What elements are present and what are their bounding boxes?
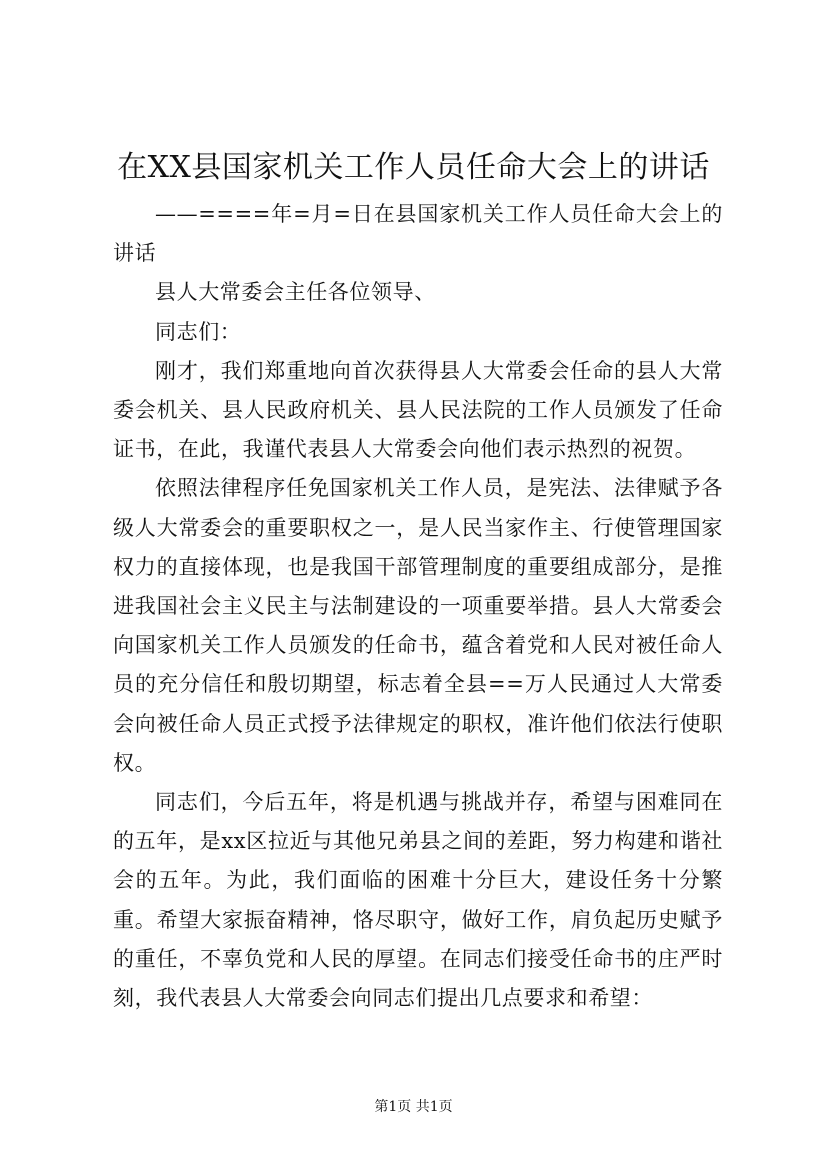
subtitle-paragraph: ——====年=月=日在县国家机关工作人员任命大会上的讲话 bbox=[113, 202, 723, 266]
page-total: 共1页 bbox=[415, 1099, 453, 1115]
page-number: 第1页 bbox=[374, 1099, 412, 1115]
salutation-leaders: 县人大常委会主任各位领导、 bbox=[155, 280, 436, 305]
document-body bbox=[113, 195, 723, 1018]
document-title: 在XX县国家机关工作人员任命大会上的讲话 bbox=[117, 150, 710, 185]
salutation-comrades: 同志们： bbox=[155, 319, 242, 344]
body-paragraph: 同志们，今后五年，将是机遇与挑战并存，希望与困难同在的五年，是xx区拉近与其他兄弟县之间的差距，努力构建和谐社会的五年。为此，我们面临的困难十分巨大，建设任务十分繁重。希望大家振奋精神，恪尽职守，做好工作，肩负起历史赋予的重任，不辜负党和人民的厚望。在同志们接受任命书的庄严时刻，我代表县人大常委会向同志们提出几点要求和希望： bbox=[113, 790, 723, 1011]
body-paragraph: 刚才，我们郑重地向首次获得县人大常委会任命的县人大常委会机关、县人民政府机关、县人民法院的工作人员颁发了任命证书，在此，我谨代表县人大常委会向他们表示热烈的祝贺。 bbox=[113, 358, 723, 462]
body-paragraph: 依照法律程序任免国家机关工作人员，是宪法、法律赋予各级人大常委会的重要职权之一，是人民当家作主、行使管理国家权力的直接体现，也是我国干部管理制度的重要组成部分，是推进我国社会主义民主与法制建设的一项重要举措。县人大常委会向国家机关工作人员颁发的任命书，蕴含着党和人民对被任命人员的充分信任和殷切期望，标志着全县==万人民通过人大常委会向被任命人员正式授予法律规定的职权，准许他们依法行使职权。 bbox=[113, 476, 723, 775]
page-footer bbox=[0, 1097, 827, 1117]
